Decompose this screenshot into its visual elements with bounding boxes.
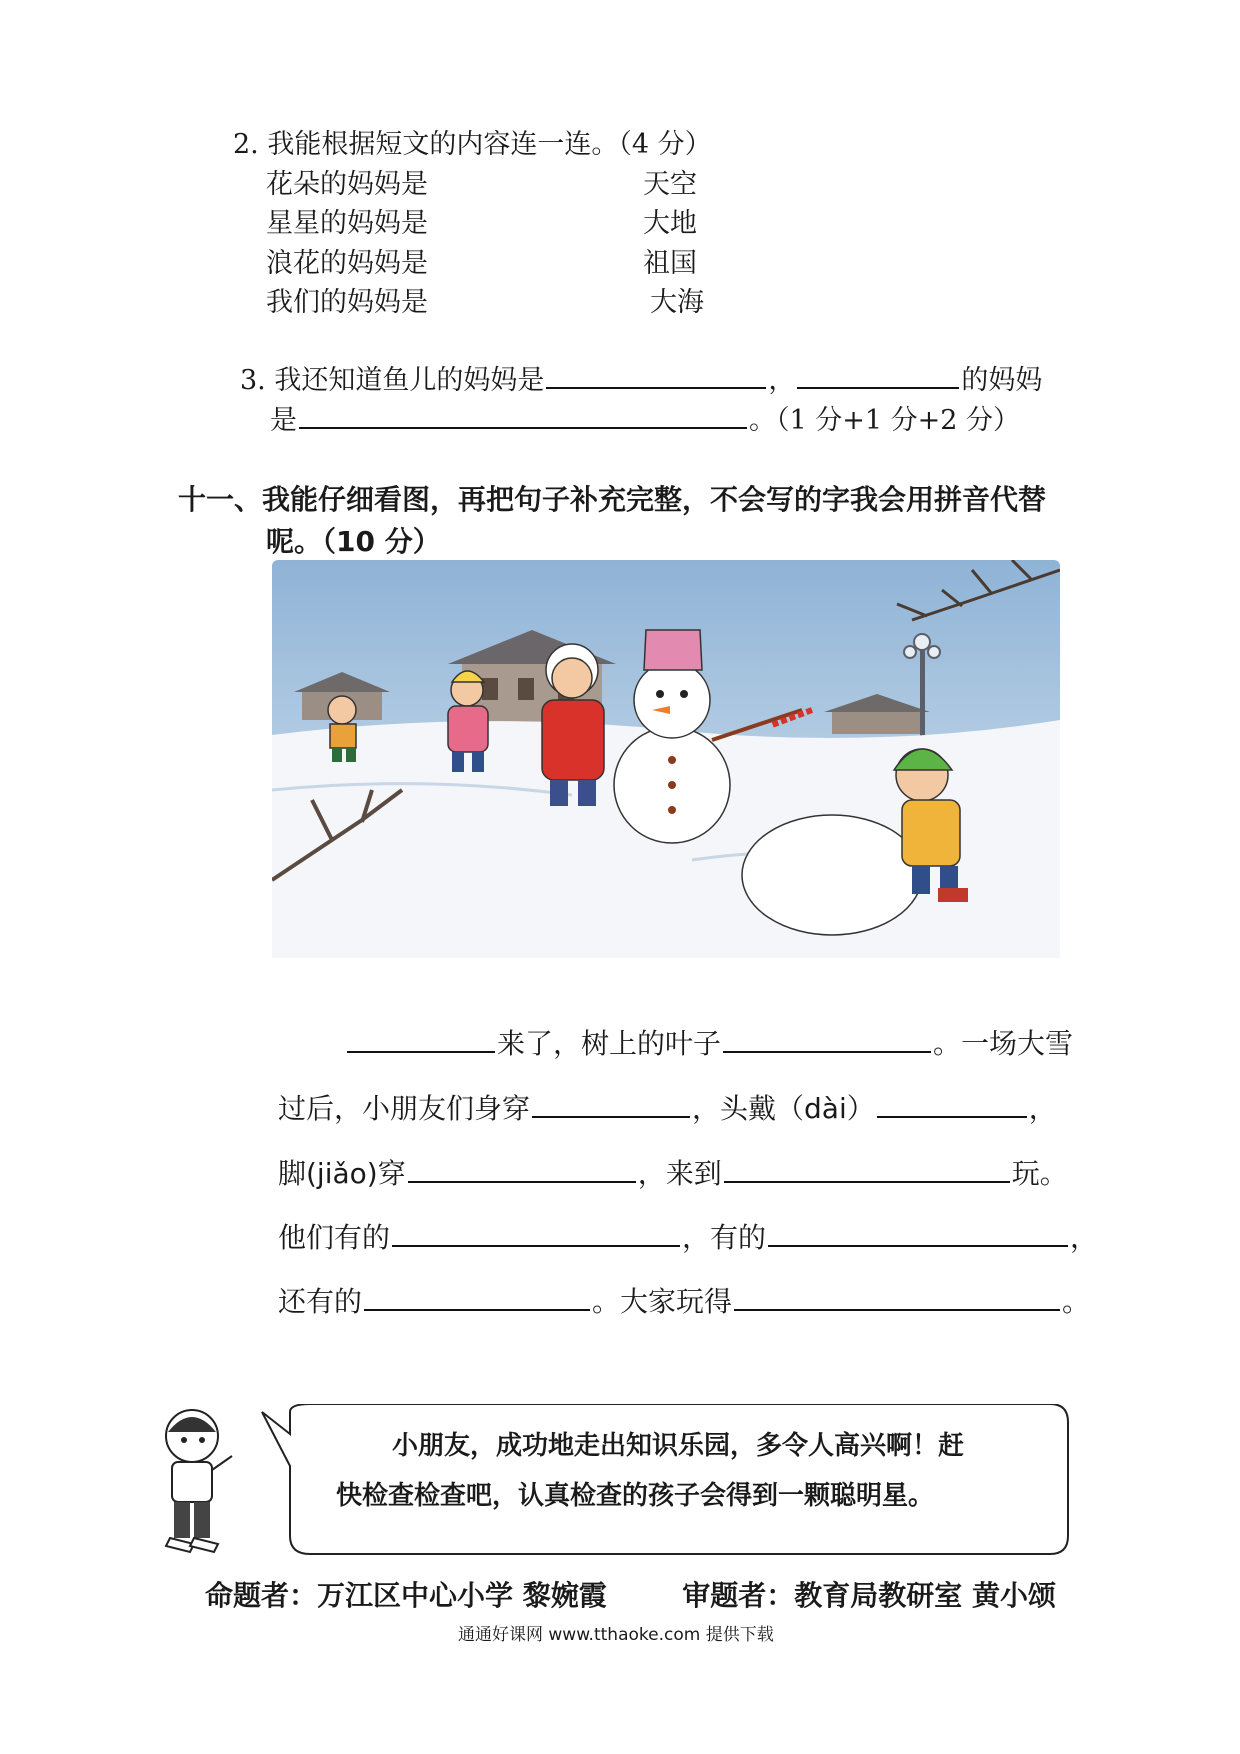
reviewer: 审题者：教育局教研室 黄小颂 [682,1579,1056,1612]
section-11-title-cont: 呢。（10 分） [266,525,441,558]
fill-text: 玩。 [1011,1157,1068,1190]
footer-source: 通通好课网 www.tthaoke.com 提供下载 [458,1625,774,1645]
q3-text-1: 3. 我还知道鱼儿的妈妈是 [240,365,545,396]
match-left-1: 花朵的妈妈是 [266,169,428,200]
fill-text: ，来到 [637,1157,722,1190]
section-11-title: 十一、我能仔细看图，再把句子补充完整，不会写的字我会用拼音代替 [178,483,1047,516]
answer-blank[interactable] [797,386,959,389]
match-left-4: 我们的妈妈是 [266,287,428,318]
fill-text: 。一场大雪 [933,1027,1074,1060]
credits-line [205,1574,1056,1614]
answer-blank[interactable] [768,1244,1068,1247]
answer-blank[interactable] [546,386,766,389]
big-snowball [742,815,922,935]
q3-text-4: 是 [270,405,297,436]
match-left-3: 浪花的妈妈是 [266,248,428,279]
match-right-2: 大地 [643,208,697,239]
answer-blank[interactable] [734,1308,1060,1311]
answer-blank[interactable] [408,1180,636,1183]
question-3-line-2 [270,398,1020,437]
author: 命题者：万江区中心小学 黎婉霞 [205,1579,607,1612]
match-right-1: 天空 [643,169,697,200]
cartoon-boy [166,1410,232,1552]
fill-text: 来了，树上的叶子 [497,1027,722,1060]
fill-text: ，有的 [682,1221,767,1254]
answer-blank[interactable] [364,1308,590,1311]
q3-text-2: ， [768,365,796,396]
fill-line-2 [278,1087,1057,1127]
winter-scene-illustration [272,560,1060,958]
answer-blank[interactable] [347,1050,495,1053]
answer-blank[interactable] [532,1115,690,1118]
child-throwing-snowball [328,696,356,762]
answer-blank[interactable] [877,1115,1027,1118]
fill-text: 。 [1062,1285,1091,1318]
bubble-line-1: 小朋友，成功地走出知识乐园，多令人高兴啊！赶 [392,1431,965,1461]
fill-text: 还有的 [278,1285,363,1318]
fill-text: ， [1070,1221,1099,1254]
fill-text: ，头戴（dài） [692,1092,875,1125]
answer-blank[interactable] [392,1244,680,1247]
bubble-line-2: 快检查检查吧，认真检查的孩子会得到一颗聪明星。 [336,1481,935,1511]
fill-line-4 [278,1216,1098,1256]
answer-blank[interactable] [723,1050,931,1053]
fill-text: 过后，小朋友们身穿 [278,1092,531,1125]
question-2-title: 2. 我能根据短文的内容连一连。（4 分） [233,129,712,160]
match-left-2: 星星的妈妈是 [266,208,428,239]
question-3-line-1 [240,358,1042,397]
answer-blank[interactable] [299,426,747,429]
fill-text: ， [1028,1092,1057,1125]
fill-line-1 [345,1022,1073,1062]
fill-text: 他们有的 [278,1221,391,1254]
answer-blank[interactable] [724,1180,1010,1183]
fill-line-3 [278,1152,1068,1192]
fill-text: 。大家玩得 [592,1285,733,1318]
fill-line-5 [278,1280,1090,1320]
fill-text: 脚(jiǎo)穿 [278,1157,406,1190]
match-right-4: 大海 [650,287,704,318]
match-right-3: 祖国 [643,248,697,279]
q3-text-3: 的妈妈 [961,365,1043,396]
q3-score: 。（1 分+1 分+2 分） [749,405,1021,436]
